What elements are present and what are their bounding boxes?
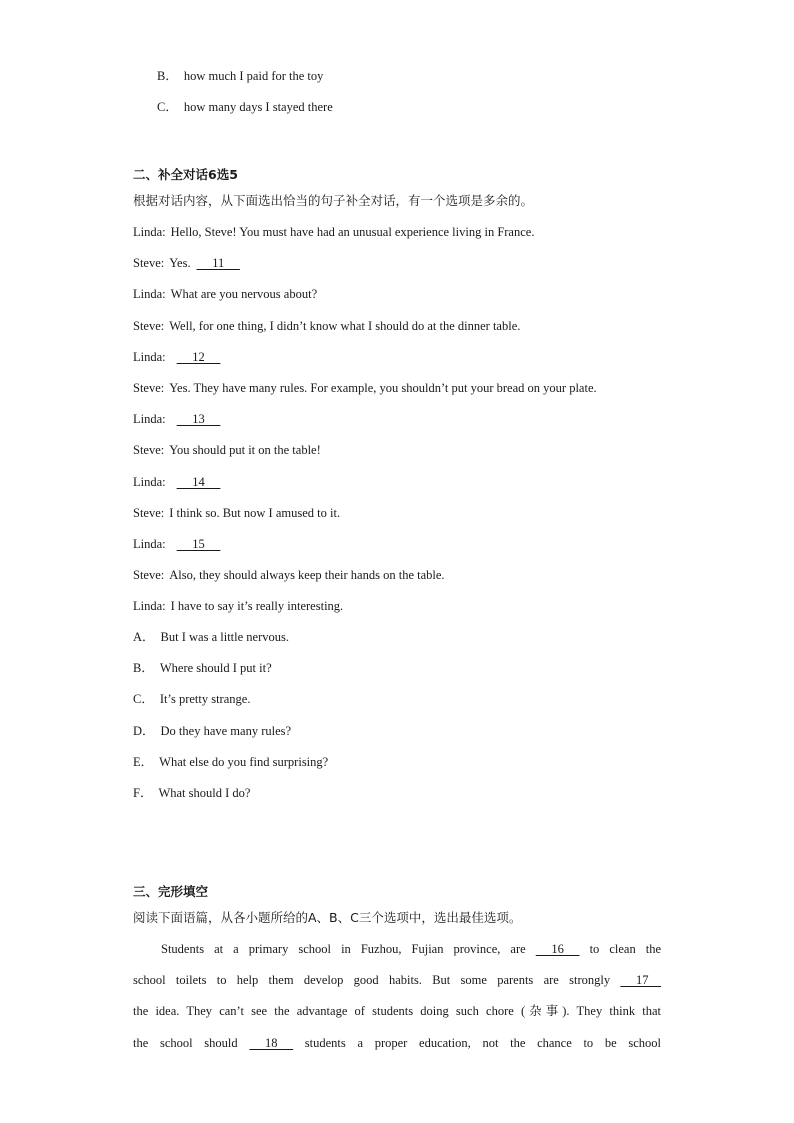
speaker: Linda: bbox=[133, 474, 166, 489]
passage-line bbox=[133, 1003, 661, 1019]
dialogue-line bbox=[133, 442, 321, 458]
utterance: Hello, Steve! You must have had an unusual experience living in France. bbox=[170, 225, 535, 239]
answer-blank[interactable]: 16 bbox=[535, 942, 580, 956]
speaker: Linda: bbox=[133, 349, 166, 364]
section3-instruction: 阅读下面语篇，从各小题所给的A、B、C三个选项中，选出最佳选项。 bbox=[133, 910, 522, 925]
dialogue-line bbox=[133, 411, 220, 427]
answer-blank[interactable]: 14 bbox=[176, 474, 221, 489]
speaker: Steve: bbox=[133, 568, 165, 583]
passage-text: Students at a primary school in Fuzhou, Fujian province, are bbox=[161, 942, 526, 956]
passage-text: to clean the bbox=[589, 942, 662, 956]
option-text: But I was a little nervous. bbox=[160, 630, 289, 644]
option-f[interactable] bbox=[133, 785, 250, 801]
dialogue-line bbox=[133, 349, 220, 365]
answer-blank[interactable]: 11 bbox=[196, 256, 240, 271]
speaker: Steve: bbox=[133, 256, 165, 271]
passage-text: the idea. They can’t see the advantage of students doing such chore (杂事). They think that bbox=[133, 1004, 661, 1019]
option-letter: C． bbox=[133, 692, 154, 707]
answer-blank[interactable]: 17 bbox=[620, 973, 661, 988]
speaker: Linda: bbox=[133, 225, 166, 239]
dialogue-line bbox=[133, 536, 220, 552]
dialogue-line bbox=[133, 474, 220, 490]
utterance: Yes. They have many rules. For example, you shouldn’t put your bread on your plate. bbox=[169, 381, 597, 395]
passage-line bbox=[161, 941, 661, 957]
option-letter: E． bbox=[133, 754, 154, 769]
option-letter: A． bbox=[133, 630, 155, 644]
option-c[interactable] bbox=[133, 691, 250, 707]
speaker: Steve: bbox=[133, 505, 165, 520]
speaker: Linda: bbox=[133, 537, 166, 551]
passage-text: the school should bbox=[133, 1035, 238, 1050]
dialogue-line bbox=[133, 598, 343, 614]
option-a[interactable] bbox=[133, 629, 289, 645]
utterance: What are you nervous about? bbox=[170, 287, 318, 302]
option-letter: B． bbox=[157, 69, 178, 83]
speaker: Linda: bbox=[133, 287, 166, 302]
answer-blank[interactable]: 12 bbox=[176, 349, 221, 364]
section2-instruction: 根据对话内容，从下面选出恰当的句子补全对话，有一个选项是多余的。 bbox=[133, 193, 534, 208]
option-text: how much I paid for the toy bbox=[183, 69, 324, 83]
speaker: Steve: bbox=[133, 381, 165, 395]
speaker: Steve: bbox=[133, 318, 165, 333]
prev-option-c bbox=[157, 99, 333, 115]
answer-blank[interactable]: 18 bbox=[249, 1035, 294, 1050]
option-text: What else do you find surprising? bbox=[159, 754, 329, 769]
dialogue-line bbox=[133, 255, 240, 271]
answer-blank[interactable]: 13 bbox=[176, 412, 221, 427]
utterance: I have to say it’s really interesting. bbox=[170, 599, 344, 614]
option-text: It’s pretty strange. bbox=[159, 692, 251, 707]
dialogue-line bbox=[133, 286, 317, 302]
option-letter: D． bbox=[133, 723, 155, 738]
speaker: Linda: bbox=[133, 412, 166, 427]
dialogue-line bbox=[133, 505, 340, 521]
option-letter: B． bbox=[133, 661, 154, 676]
option-letter: C． bbox=[157, 100, 178, 114]
option-text: how many days I stayed there bbox=[183, 100, 333, 114]
passage-line bbox=[133, 972, 661, 988]
dialogue-line bbox=[133, 567, 445, 583]
speaker: Steve: bbox=[133, 443, 165, 458]
passage-text: school toilets to help them develop good habits. But some parents are strongly bbox=[133, 973, 611, 988]
utterance: Also, they should always keep their hands on the table. bbox=[169, 568, 445, 583]
option-e[interactable] bbox=[133, 754, 328, 770]
dialogue-line bbox=[133, 380, 597, 396]
option-text: Where should I put it? bbox=[159, 661, 272, 676]
passage-text: students a proper education, not the chance to be school bbox=[304, 1035, 662, 1050]
answer-blank[interactable]: 15 bbox=[176, 537, 221, 551]
dialogue-line bbox=[133, 224, 534, 240]
section3-heading: 三、完形填空 bbox=[133, 884, 209, 899]
speaker: Linda: bbox=[133, 599, 166, 614]
utterance: Well, for one thing, I didn’t know what I should do at the dinner table. bbox=[169, 318, 521, 333]
dialogue-line bbox=[133, 318, 520, 334]
option-text: What should I do? bbox=[158, 786, 251, 800]
utterance: Yes. bbox=[169, 256, 191, 271]
option-d[interactable] bbox=[133, 723, 291, 739]
option-text: Do they have many rules? bbox=[160, 723, 292, 738]
utterance: You should put it on the table! bbox=[169, 443, 321, 458]
option-b[interactable] bbox=[133, 660, 272, 676]
utterance: I think so. But now I amused to it. bbox=[169, 505, 341, 520]
option-letter: F． bbox=[133, 786, 153, 800]
prev-option-b bbox=[157, 68, 323, 84]
section2-heading: 二、补全对话6选5 bbox=[133, 167, 238, 182]
passage-line bbox=[133, 1035, 661, 1051]
